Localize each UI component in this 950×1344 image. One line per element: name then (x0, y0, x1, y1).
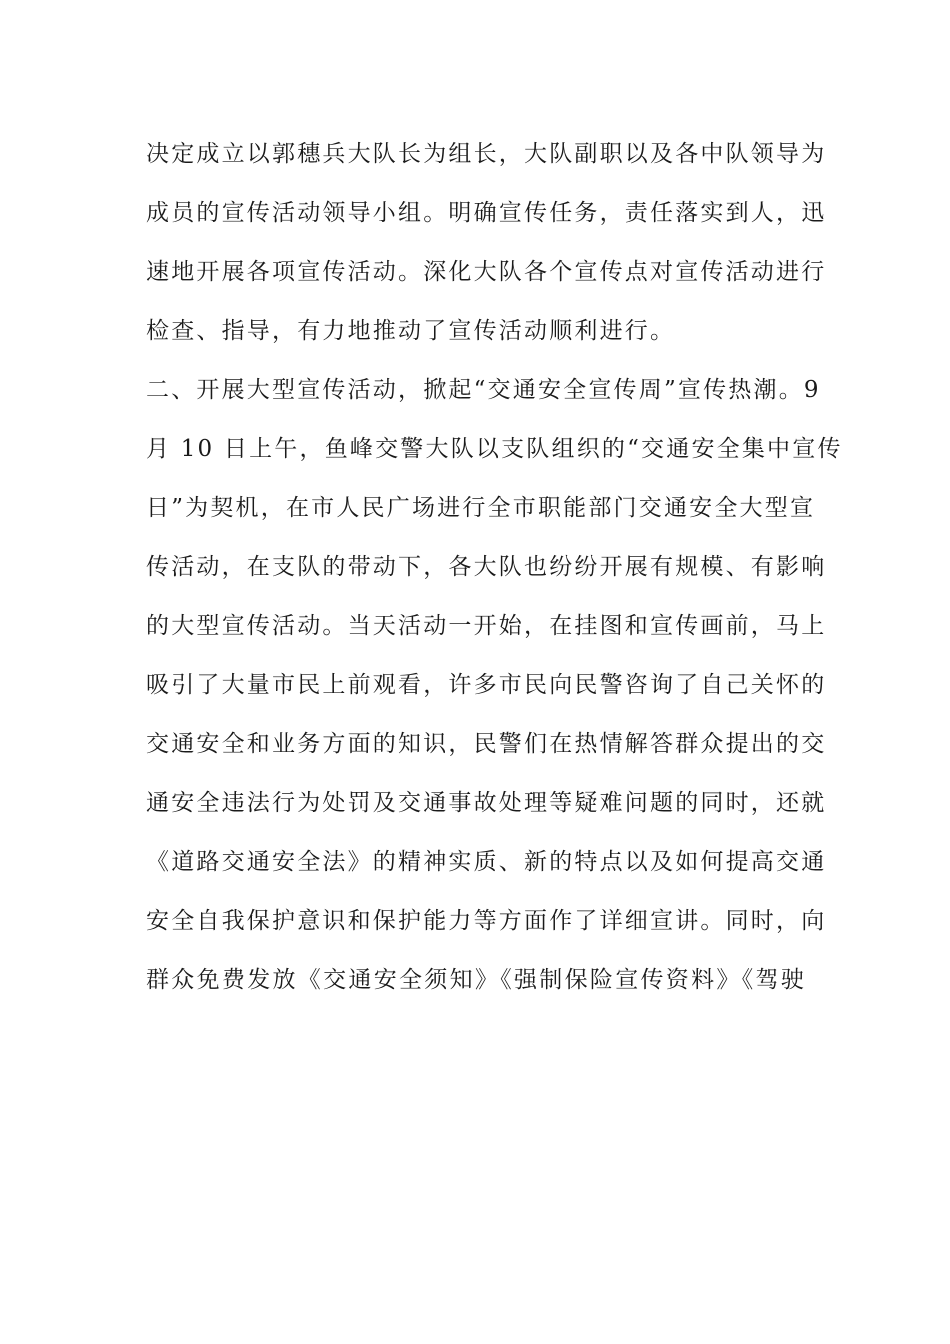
text-line-13: 《道路交通安全法》的精神实质、新的特点以及如何提高交通 (146, 849, 827, 875)
text-line-6: 月 10 日上午，鱼峰交警大队以支队组织的“交通安全集中宣传 (146, 436, 843, 462)
text-line-15: 群众免费发放《交通安全须知》《强制保险宣传资料》《驾驶 (146, 967, 806, 993)
text-line-11: 交通安全和业务方面的知识，民警们在热情解答群众提出的交 (146, 731, 827, 757)
text-line-2: 成员的宣传活动领导小组。明确宣传任务，责任落实到人，迅 (146, 200, 827, 226)
text-line-10: 吸引了大量市民上前观看，许多市民向民警咨询了自己关怀的 (146, 672, 827, 698)
body-text (146, 132, 843, 1017)
text-line-5: 二、开展大型宣传活动，掀起“交通安全宣传周”宣传热潮。9 (146, 377, 821, 403)
text-line-8: 传活动，在支队的带动下，各大队也纷纷开展有规模、有影响 (146, 554, 827, 580)
text-line-4: 检查、指导，有力地推动了宣传活动顺利进行。 (146, 318, 676, 344)
text-line-12: 通安全违法行为处罚及交通事故处理等疑难问题的同时，还就 (146, 790, 827, 816)
text-line-9: 的大型宣传活动。当天活动一开始，在挂图和宣传画前，马上 (146, 613, 827, 639)
text-line-7: 日”为契机，在市人民广场进行全市职能部门交通安全大型宣 (146, 495, 816, 521)
text-line-3: 速地开展各项宣传活动。深化大队各个宣传点对宣传活动进行 (146, 259, 827, 285)
text-line-14: 安全自我保护意识和保护能力等方面作了详细宣讲。同时，向 (146, 908, 827, 934)
text-line-1: 决定成立以郭穗兵大队长为组长，大队副职以及各中队领导为 (146, 141, 827, 167)
